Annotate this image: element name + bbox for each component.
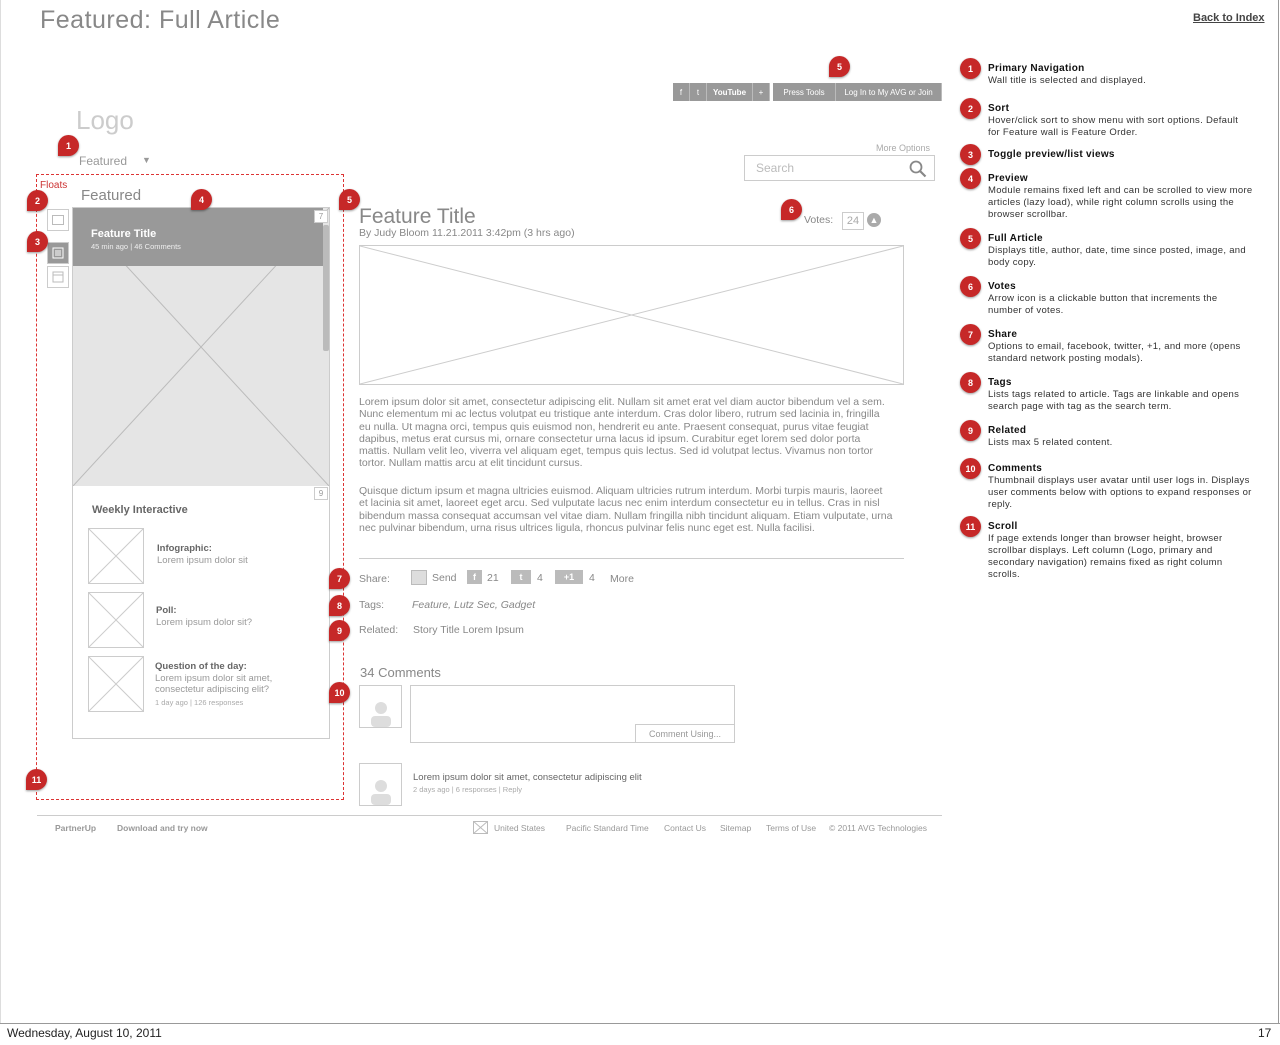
preview-scrollbar[interactable] <box>323 225 329 351</box>
item-text: Lorem ipsum dolor sit <box>157 555 248 566</box>
twitter-icon[interactable]: t <box>511 570 531 584</box>
annotation-text: Thumbnail displays user avatar until user logs in. Displays user comments below with options to expand responses or reply. <box>988 475 1252 510</box>
article-paragraph: Quisque dictum ipsum et magna ultricies euismod. Aliquam ultricies rutrum interdum. Morbi turpis mauris, laoreet et lacinia sit amet, laoreet eget arcu. Sed vulputate lacus nec enim interdum consectetur eu in tellus. Cras in nisl bibendum massa consequat accumsan vel vitae diam. Nullam fringilla nibh tincidunt aliquam. Etiam vulputate, urna nec pulvinar bibendum, urna risus ultrices ligula, rhoncus pulvinar felis nunc eget est. Nulla facilisi. <box>359 485 893 534</box>
article-title: Feature Title <box>359 205 476 228</box>
youtube-button[interactable]: YouTube <box>707 83 753 101</box>
sort-button[interactable] <box>47 209 69 231</box>
share-more-button[interactable]: More <box>610 573 634 585</box>
annotation-badge: 7 <box>960 324 981 345</box>
annotation-title: Primary Navigation <box>988 63 1085 74</box>
twitter-button[interactable]: t <box>690 83 707 101</box>
annotation-badge: 8 <box>960 372 981 393</box>
annotation-text: Arrow icon is a clickable button that increments the number of votes. <box>988 293 1218 316</box>
user-icon <box>366 775 396 805</box>
annotation-title: Share <box>988 329 1018 340</box>
annotation-text: Wall title is selected and displayed. <box>988 75 1147 86</box>
article-byline: By Judy Bloom 11.21.2011 3:42pm (3 hrs ago) <box>359 227 575 239</box>
annotation-text: Lists max 5 related content. <box>988 437 1113 448</box>
question-thumbnail[interactable] <box>88 656 144 712</box>
item-title[interactable]: Question of the day: <box>155 661 247 672</box>
login-button[interactable]: Log In to My AVG or Join <box>836 83 942 101</box>
comment-using-button[interactable]: Comment Using... <box>635 724 735 743</box>
annotation-badge: 5 <box>960 228 981 249</box>
count-tag: 7 <box>314 210 328 223</box>
copyright: © 2011 AVG Technologies <box>829 823 927 833</box>
annotation-title: Toggle preview/list views <box>988 149 1115 160</box>
user-icon <box>366 697 396 727</box>
annotation-text: Module remains fixed left and can be scrolled to view more articles (lazy load), while right column scrolls using the browser scrollbar. <box>988 185 1253 220</box>
item-title[interactable]: Infographic: <box>157 543 212 554</box>
list-view-toggle[interactable] <box>47 266 69 288</box>
share-label: Share: <box>359 573 390 585</box>
sort-icon <box>52 215 64 225</box>
callout-badge: 7 <box>329 568 350 589</box>
annotation-title: Comments <box>988 463 1043 474</box>
footer-divider <box>37 815 942 816</box>
vote-up-arrow-icon[interactable]: ▲ <box>867 213 881 227</box>
weekly-interactive-heading: Weekly Interactive <box>92 504 188 516</box>
back-to-index-link[interactable]: Back to Index <box>1193 12 1265 24</box>
annotation-badge: 2 <box>960 98 981 119</box>
annotation-badge: 9 <box>960 420 981 441</box>
grid-icon <box>52 271 64 283</box>
footer-date: Wednesday, August 10, 2011 <box>7 1026 162 1040</box>
more-social-button[interactable]: + <box>753 83 770 101</box>
divider <box>359 558 904 559</box>
avatar <box>359 685 402 728</box>
email-icon[interactable] <box>411 570 427 585</box>
facebook-count: 21 <box>487 572 499 584</box>
annotation-title: Tags <box>988 377 1012 388</box>
annotation-badge: 6 <box>960 276 981 297</box>
annotation-badge: 10 <box>960 458 981 479</box>
facebook-icon[interactable]: f <box>467 570 482 584</box>
callout-badge: 9 <box>329 620 350 641</box>
annotation-title: Preview <box>988 173 1028 184</box>
callout-badge: 10 <box>329 682 350 703</box>
download-link[interactable]: Download and try now <box>117 823 208 833</box>
callout-badge: 6 <box>781 199 802 220</box>
annotation-text: Lists tags related to article. Tags are linkable and opens search page with tag as the search term. <box>988 389 1240 412</box>
search-placeholder: Search <box>756 161 795 175</box>
callout-badge: 11 <box>26 769 47 790</box>
item-meta: 1 day ago | 126 responses <box>155 698 244 707</box>
callout-badge: 2 <box>27 190 48 211</box>
page-title: Featured: Full Article <box>40 6 281 34</box>
image-placeholder-icon <box>89 593 143 647</box>
callout-badge: 4 <box>191 189 212 210</box>
avatar <box>359 763 402 806</box>
preview-heading: Featured <box>81 187 142 204</box>
item-text: Lorem ipsum dolor sit? <box>156 617 253 628</box>
article-paragraph: Lorem ipsum dolor sit amet, consectetur adipiscing elit. Nullam sit amet erat vel diam auctor bibendum vel a sem. Nunc elementum mi ac lectus volutpat eu tristique ante interdum. Cras dolor libero, rutrum sed lacinia in, fringilla eu nulla. Ut magna orci, tempus quis euismod non, hendrerit eu ante. Praesent consequat, purus vitae feugiat dapibus, metus erat cursus mi, ornare consectetur urna lacus id ipsum. Curabitur eget lorem sed dolor porta mattis. Nullam velit leo, viverra vel aliquam eget, tempus quis lectus. Sed id volutpat lectus. Vivamus non tortor tortor. Nullam mattis arcu at elit tincidunt cursus. <box>359 396 885 470</box>
item-text: Lorem ipsum dolor sit amet, consectetur adipiscing elit? <box>155 673 273 695</box>
comments-heading: 34 Comments <box>360 665 441 680</box>
callout-badge: 5 <box>829 56 850 77</box>
annotation-title: Scroll <box>988 521 1018 532</box>
country-selector[interactable]: United States <box>494 823 546 833</box>
logo[interactable]: Logo <box>76 105 134 135</box>
twitter-count: 4 <box>537 572 543 584</box>
image-placeholder-icon <box>360 246 903 384</box>
chevron-down-icon[interactable]: ▼ <box>142 155 151 165</box>
plus-one-icon[interactable]: +1 <box>555 570 583 584</box>
item-title[interactable]: Poll: <box>156 605 177 616</box>
infographic-thumbnail[interactable] <box>88 528 144 584</box>
callout-badge: 8 <box>329 595 350 616</box>
annotation-badge: 4 <box>960 168 981 189</box>
comment-text: Lorem ipsum dolor sit amet, consectetur adipiscing elit <box>413 772 642 783</box>
primary-nav-selected[interactable]: Featured <box>79 154 128 168</box>
image-placeholder-icon <box>89 529 143 583</box>
related-label: Related: <box>359 624 399 636</box>
comment-meta[interactable]: 2 days ago | 6 responses | Reply <box>413 785 522 794</box>
votes-label: Votes: <box>804 214 834 226</box>
sitemap-link[interactable]: Sitemap <box>720 823 752 833</box>
tags-links[interactable]: Feature, Lutz Sec, Gadget <box>412 599 536 611</box>
share-send-button[interactable]: Send <box>432 572 457 584</box>
annotation-text: Hover/click sort to show menu with sort options. Default for Feature wall is Feature Order. <box>988 115 1239 138</box>
preview-view-toggle[interactable] <box>47 242 69 264</box>
timezone: Pacific Standard Time <box>566 823 649 833</box>
facebook-button[interactable]: f <box>673 83 690 101</box>
annotation-text: If page extends longer than browser height, browser scrollbar displays. Left column (Logo, primary and secondary navigation) remains fixed as right column scrolls. <box>988 533 1223 580</box>
press-tools-button[interactable]: Press Tools <box>773 83 836 101</box>
callout-badge: 5 <box>339 189 360 210</box>
related-link[interactable]: Story Title Lorem Ipsum <box>413 624 524 636</box>
flag-icon <box>473 821 488 834</box>
annotation-badge: 1 <box>960 58 981 79</box>
page-number: 17 <box>1258 1026 1272 1040</box>
annotation-text: Options to email, facebook, twitter, +1, and more (opens standard network posting modals). <box>988 341 1241 364</box>
plus-one-count: 4 <box>589 572 595 584</box>
poll-thumbnail[interactable] <box>88 592 144 648</box>
feature-title[interactable]: Feature Title <box>91 228 157 240</box>
image-placeholder-icon <box>89 657 143 711</box>
tags-label: Tags: <box>359 599 385 611</box>
partner-link[interactable]: PartnerUp <box>55 823 97 833</box>
bottom-bar <box>0 1023 1280 1045</box>
contact-link[interactable]: Contact Us <box>664 823 707 833</box>
search-icon[interactable] <box>909 160 927 178</box>
annotation-title: Sort <box>988 103 1010 114</box>
callout-badge: 3 <box>27 231 48 252</box>
annotation-badge: 11 <box>960 516 981 537</box>
terms-link[interactable]: Terms of Use <box>766 823 817 833</box>
list-icon <box>52 247 64 259</box>
feature-meta: 45 min ago | 46 Comments <box>91 242 181 251</box>
annotation-title: Related <box>988 425 1027 436</box>
annotation-text: Displays title, author, date, time since posted, image, and body copy. <box>988 245 1246 268</box>
annotation-badge: 3 <box>960 144 981 165</box>
more-options-link[interactable]: More Options <box>876 143 931 153</box>
article-image <box>359 245 904 385</box>
annotation-title: Votes <box>988 281 1016 292</box>
annotation-title: Full Article <box>988 233 1043 244</box>
floats-label: Floats <box>40 180 68 191</box>
votes-count: 24 <box>842 212 864 230</box>
count-tag: 9 <box>314 487 328 500</box>
callout-badge: 1 <box>58 135 79 156</box>
